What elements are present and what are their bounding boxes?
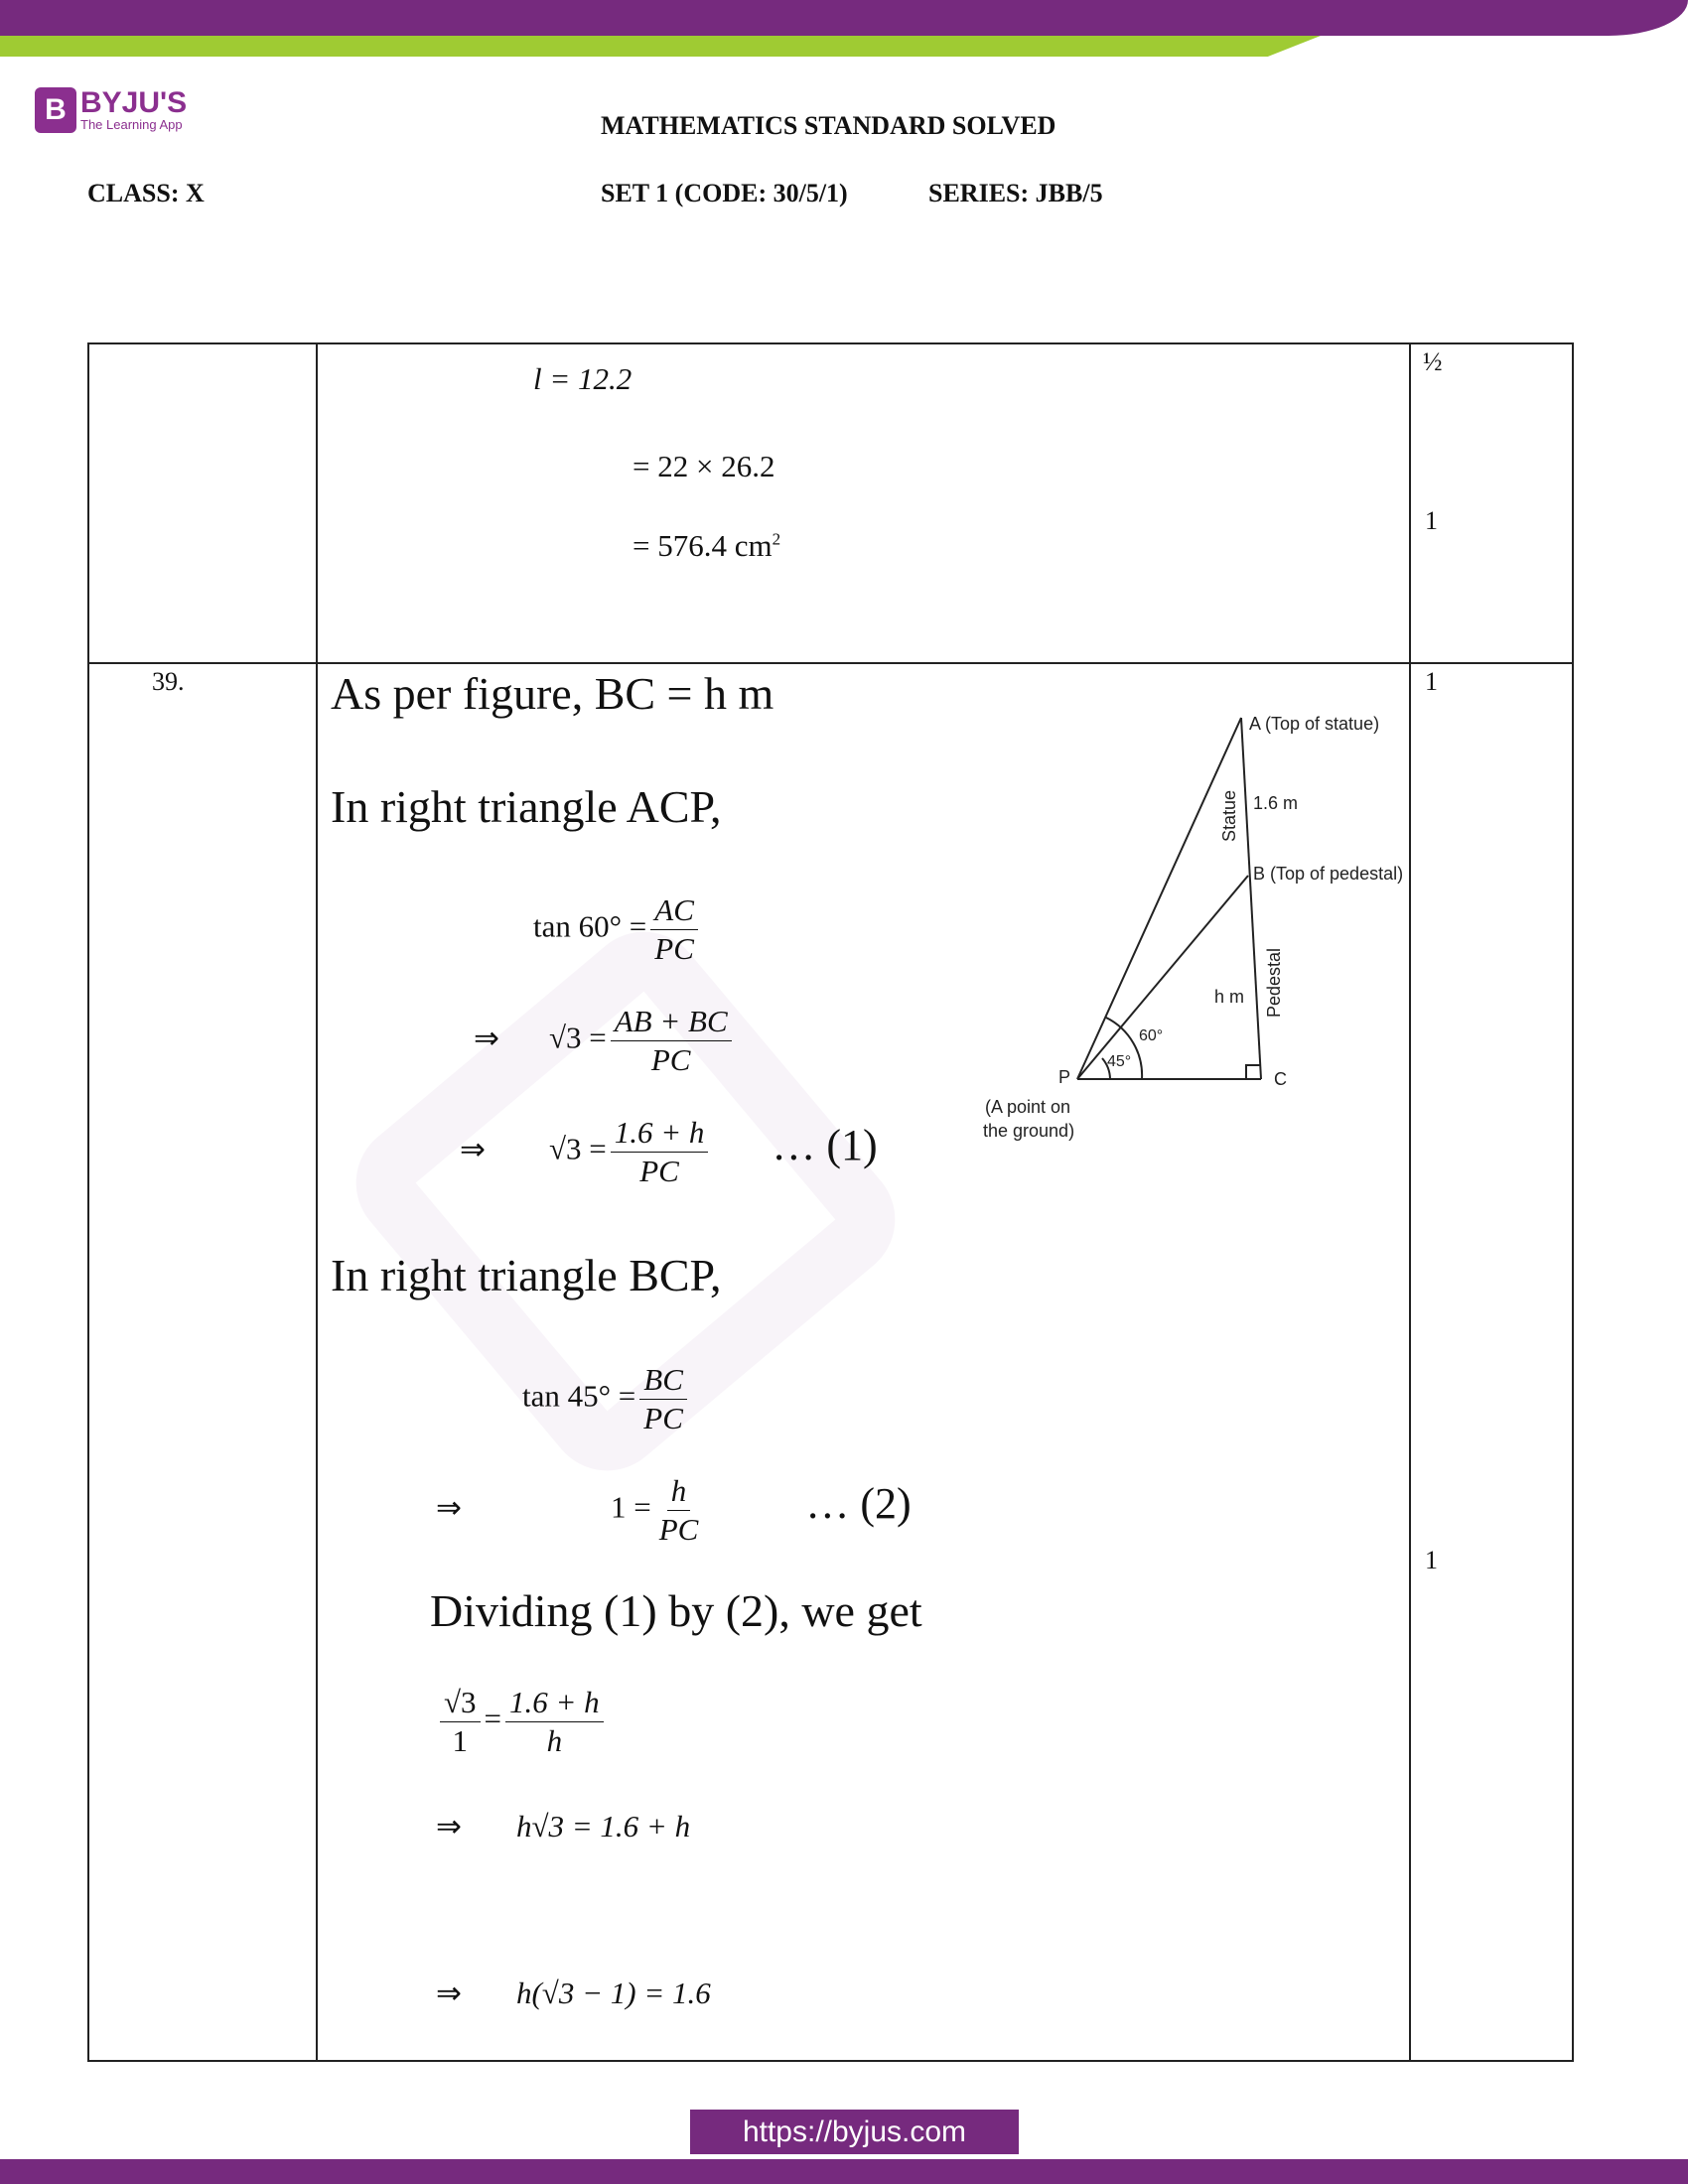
- footer-band: [0, 2159, 1688, 2184]
- math-text: PC: [639, 1154, 679, 1188]
- math-text: √3 =: [548, 1020, 607, 1055]
- math-line: l = 12.2: [533, 361, 633, 396]
- math-text: h√3 = 1.6 + h: [515, 1809, 691, 1843]
- label-pedestal: Pedestal: [1264, 947, 1284, 1018]
- logo-text: BYJU'S: [80, 85, 188, 119]
- math-text: 1.6 + h: [505, 1684, 604, 1722]
- set-label: SET 1 (CODE: 30/5/1): [601, 179, 848, 207]
- math-text: … (1): [772, 1120, 878, 1169]
- label-c: C: [1274, 1069, 1287, 1089]
- label-p-note: (A point on: [985, 1097, 1071, 1117]
- label-p-note: the ground): [983, 1121, 1075, 1141]
- math-text: AC: [650, 891, 698, 930]
- math-text: 1.6 + h: [611, 1114, 709, 1153]
- math-text: PC: [658, 1512, 699, 1547]
- label-length: 1.6 m: [1253, 793, 1299, 813]
- series-label: SERIES: JBB/5: [928, 179, 1103, 207]
- math-text: =: [484, 1701, 501, 1736]
- math-text: BC: [639, 1361, 687, 1400]
- marks: ½: [1423, 347, 1443, 376]
- math-text: h: [546, 1723, 563, 1758]
- math-line: = 22 × 26.2: [633, 449, 775, 483]
- text-line: Dividing (1) by (2), we get: [430, 1585, 922, 1636]
- class-label: CLASS: X: [87, 179, 205, 207]
- math-text: AB + BC: [611, 1003, 732, 1041]
- math-text: tan 60° =: [533, 908, 647, 944]
- label-p: P: [1058, 1067, 1071, 1087]
- logo-tagline: The Learning App: [80, 116, 183, 132]
- math-text: 1: [452, 1723, 468, 1758]
- text-line: In right triangle BCP,: [331, 1250, 722, 1300]
- label-a: A (Top of statue): [1249, 714, 1380, 734]
- label-b: B (Top of pedestal): [1253, 864, 1404, 884]
- math-text: ⇒: [436, 1976, 462, 2010]
- label-h: h m: [1214, 987, 1245, 1007]
- math-text: … (2): [805, 1478, 912, 1528]
- marks: 1: [1425, 667, 1438, 696]
- byjus-link[interactable]: https://byjus.com: [690, 2110, 1019, 2154]
- math-text: tan 45° =: [522, 1378, 636, 1414]
- label-60: 60°: [1139, 1027, 1164, 1044]
- math-text: √3 =: [548, 1131, 607, 1166]
- math-text: ⇒: [436, 1809, 462, 1843]
- marks: 1: [1425, 506, 1438, 535]
- text-line: As per figure, BC = h m: [331, 668, 774, 719]
- logo-icon: B: [35, 87, 76, 133]
- marks: 1: [1425, 1546, 1438, 1574]
- math-text: ⇒: [460, 1131, 486, 1166]
- question-number: 39.: [152, 667, 185, 696]
- math-text: h(√3 − 1) = 1.6: [515, 1976, 711, 2010]
- math-text: h: [667, 1472, 691, 1511]
- text-line: In right triangle ACP,: [331, 781, 722, 832]
- math-text: PC: [650, 1042, 691, 1077]
- math-text: ⇒: [436, 1489, 462, 1525]
- math-text: PC: [654, 931, 694, 966]
- math-text: = 576.4 cm: [633, 528, 773, 563]
- label-45: 45°: [1107, 1053, 1132, 1070]
- math-text: ⇒: [474, 1020, 499, 1055]
- math-text: 2: [772, 529, 781, 549]
- math-text: PC: [643, 1401, 683, 1435]
- label-statue: Statue: [1219, 789, 1239, 842]
- math-text: √3: [440, 1684, 481, 1722]
- math-text: 1 =: [610, 1489, 651, 1525]
- doc-title: MATHEMATICS STANDARD SOLVED: [601, 111, 1056, 140]
